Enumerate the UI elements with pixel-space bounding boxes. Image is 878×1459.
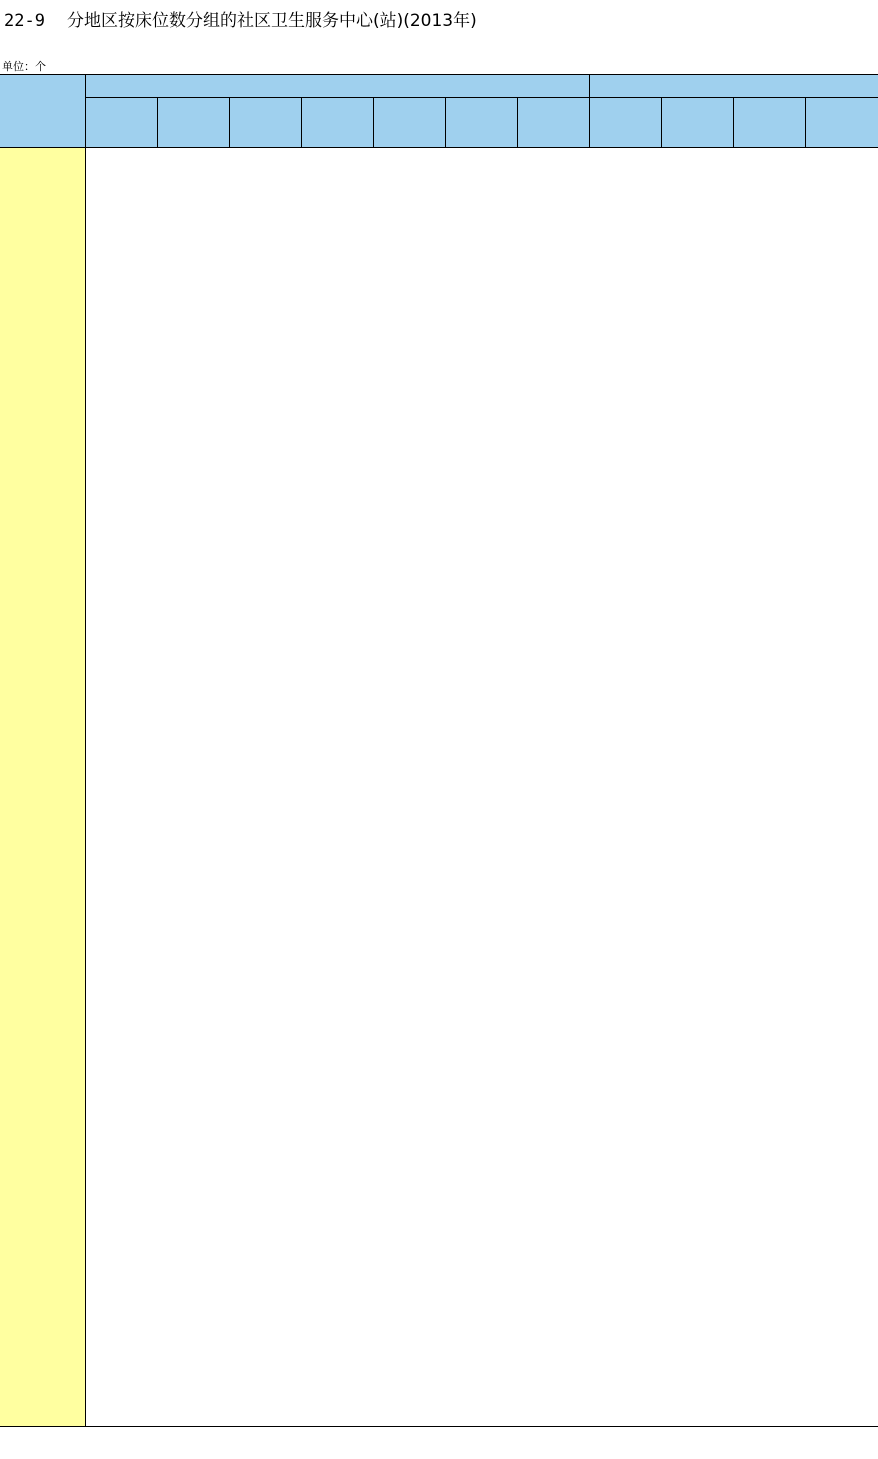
rule-bottom bbox=[0, 1426, 878, 1427]
rule-col bbox=[661, 97, 662, 147]
rule-header-bottom bbox=[0, 147, 878, 148]
rule-col bbox=[301, 97, 302, 147]
rule-col bbox=[373, 97, 374, 147]
rule-region-col bbox=[85, 74, 86, 1426]
header-background bbox=[0, 74, 878, 147]
region-column-background bbox=[0, 147, 85, 1426]
rule-col bbox=[229, 97, 230, 147]
table-code: 22-9 bbox=[4, 11, 45, 31]
table-title: 分地区按床位数分组的社区卫生服务中心(站)(2013年) bbox=[66, 11, 477, 31]
rule-group-split bbox=[85, 97, 878, 98]
rule-group-divider bbox=[589, 74, 590, 147]
rule-col bbox=[517, 97, 518, 147]
rule-col bbox=[805, 97, 806, 147]
rule-col bbox=[445, 97, 446, 147]
rule-col bbox=[733, 97, 734, 147]
rule-col bbox=[157, 97, 158, 147]
rule-top bbox=[0, 74, 878, 75]
unit-label: 单位：个 bbox=[2, 60, 46, 73]
